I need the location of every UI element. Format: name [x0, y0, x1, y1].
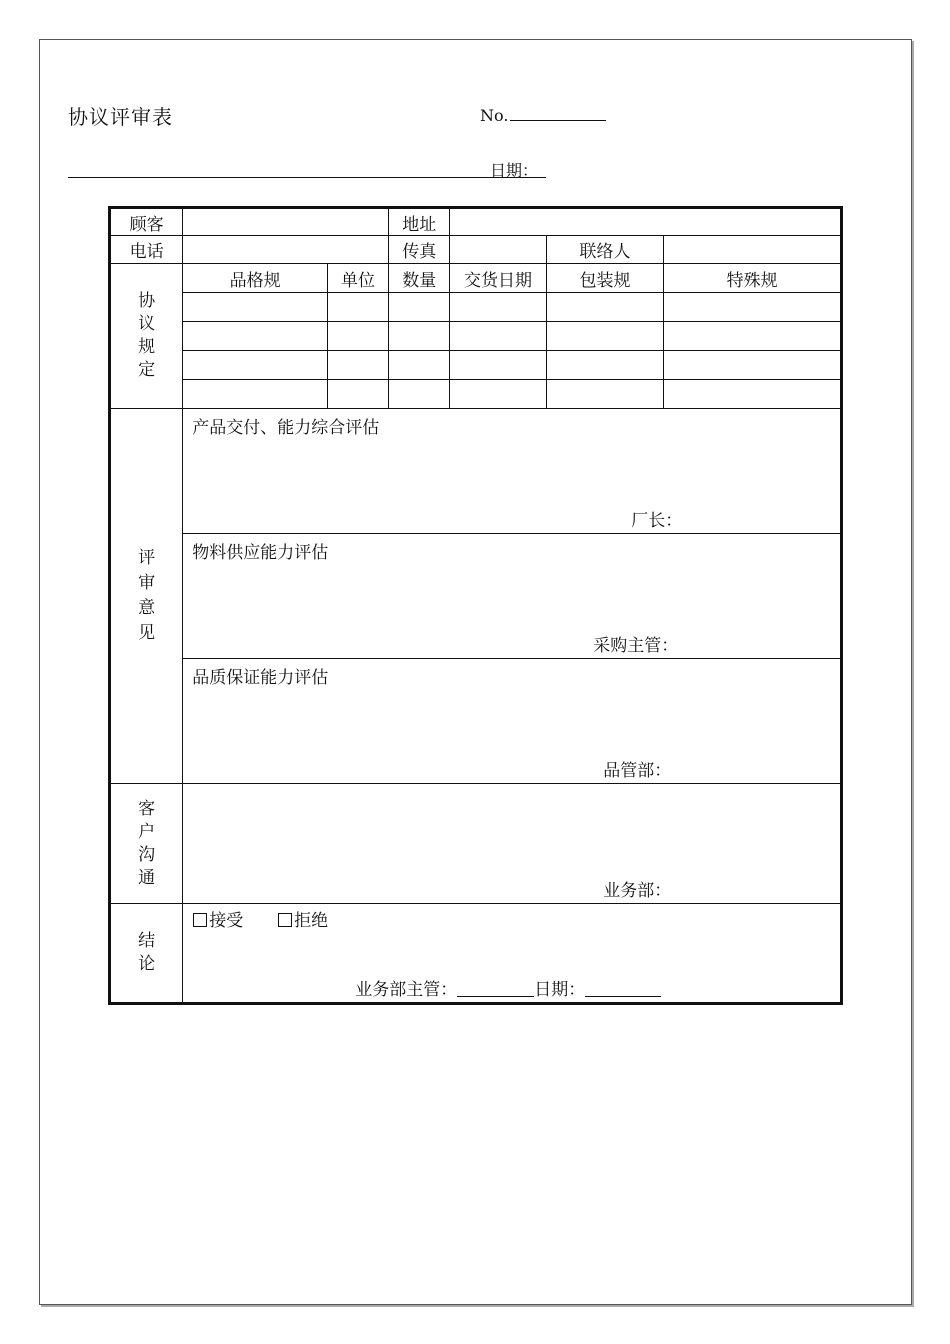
- customer-label: 顾客: [110, 208, 183, 236]
- phone-label: 电话: [110, 236, 183, 264]
- agreement-cell[interactable]: [327, 351, 388, 380]
- address-field[interactable]: [450, 208, 842, 236]
- col-header-quantity: 数量: [389, 264, 450, 293]
- agreement-cell[interactable]: [546, 351, 663, 380]
- agreement-cell[interactable]: [450, 351, 546, 380]
- conclusion-date-label: 日期：: [534, 980, 586, 1000]
- agreement-row: [110, 351, 842, 380]
- agreement-cell[interactable]: [450, 322, 546, 351]
- purchasing-supervisor-sign-label: 采购主管：: [593, 636, 679, 656]
- fax-label: 传真: [389, 236, 450, 264]
- factory-director-sign-label: 厂长：: [631, 511, 683, 531]
- sales-supervisor-label: 业务部主管：: [355, 980, 458, 1000]
- review-material-title: 物料供应能力评估: [192, 543, 329, 563]
- communication-section-label: [110, 784, 183, 904]
- review-label-text: 评审意见: [138, 548, 156, 643]
- agreement-cell[interactable]: [327, 380, 388, 409]
- review-quality-assurance[interactable]: [183, 659, 842, 784]
- col-header-spec: 品格规: [183, 264, 328, 293]
- conclusion-label-text: 结论: [138, 931, 156, 974]
- agreement-cell[interactable]: [450, 293, 546, 322]
- contact-field[interactable]: [664, 236, 842, 264]
- form-number-field[interactable]: [510, 108, 606, 121]
- accept-option[interactable]: [193, 911, 243, 931]
- agreement-cell[interactable]: [664, 322, 842, 351]
- review-quality-title: 品质保证能力评估: [192, 668, 329, 688]
- review-material-supply[interactable]: [183, 534, 842, 659]
- form-title: 协议评审表: [68, 105, 173, 129]
- customer-communication-field[interactable]: [183, 784, 842, 904]
- agreement-row: [110, 293, 842, 322]
- agreement-cell[interactable]: [389, 351, 450, 380]
- header-date-line[interactable]: [68, 177, 546, 178]
- agreement-cell[interactable]: [389, 380, 450, 409]
- col-header-special: 特殊规: [664, 264, 842, 293]
- reject-checkbox[interactable]: [278, 913, 292, 927]
- sales-dept-sign-label: 业务部：: [603, 881, 672, 901]
- agreement-cell[interactable]: [327, 322, 388, 351]
- customer-field[interactable]: [183, 208, 389, 236]
- reject-label: 拒绝: [294, 911, 329, 931]
- agreement-cell[interactable]: [546, 322, 663, 351]
- agreement-row: [110, 380, 842, 409]
- fax-field[interactable]: [450, 236, 546, 264]
- agreement-cell[interactable]: [664, 380, 842, 409]
- review-section-label: [110, 409, 183, 784]
- agreement-label-text: 协议规定: [138, 291, 156, 380]
- col-header-unit: 单位: [327, 264, 388, 293]
- agreement-cell[interactable]: [664, 293, 842, 322]
- col-header-packaging: 包装规: [546, 264, 663, 293]
- review-delivery-title: 产品交付、能力综合评估: [192, 418, 380, 438]
- header-date-label: 日期：: [490, 161, 539, 180]
- phone-field[interactable]: [183, 236, 389, 264]
- agreement-cell[interactable]: [183, 322, 328, 351]
- conclusion-date-field[interactable]: [585, 982, 661, 997]
- agreement-cell[interactable]: [327, 293, 388, 322]
- col-header-delivery-date: 交货日期: [450, 264, 546, 293]
- accept-label: 接受: [209, 911, 244, 931]
- agreement-row: [110, 322, 842, 351]
- reject-option[interactable]: [278, 911, 328, 931]
- accept-checkbox[interactable]: [193, 913, 207, 927]
- conclusion-field: [183, 904, 842, 1004]
- conclusion-section-label: [110, 904, 183, 1004]
- contact-label: 联络人: [546, 236, 663, 264]
- sales-supervisor-field[interactable]: [457, 982, 534, 997]
- review-delivery-capability[interactable]: [183, 409, 842, 534]
- agreement-cell[interactable]: [450, 380, 546, 409]
- agreement-section-label: [110, 264, 183, 409]
- agreement-cell[interactable]: [183, 380, 328, 409]
- agreement-cell[interactable]: [389, 322, 450, 351]
- communication-label-text: 客户沟通: [138, 798, 156, 888]
- agreement-cell[interactable]: [183, 351, 328, 380]
- conclusion-signoff: [355, 975, 661, 1000]
- agreement-cell[interactable]: [183, 293, 328, 322]
- review-form-table: [108, 206, 843, 1005]
- quality-dept-sign-label: 品管部：: [603, 761, 672, 781]
- decision-options: [193, 906, 328, 931]
- agreement-cell[interactable]: [546, 380, 663, 409]
- address-label: 地址: [389, 208, 450, 236]
- agreement-cell[interactable]: [546, 293, 663, 322]
- agreement-cell[interactable]: [389, 293, 450, 322]
- form-number: [480, 106, 606, 125]
- agreement-cell[interactable]: [664, 351, 842, 380]
- form-number-label: No.: [480, 106, 509, 125]
